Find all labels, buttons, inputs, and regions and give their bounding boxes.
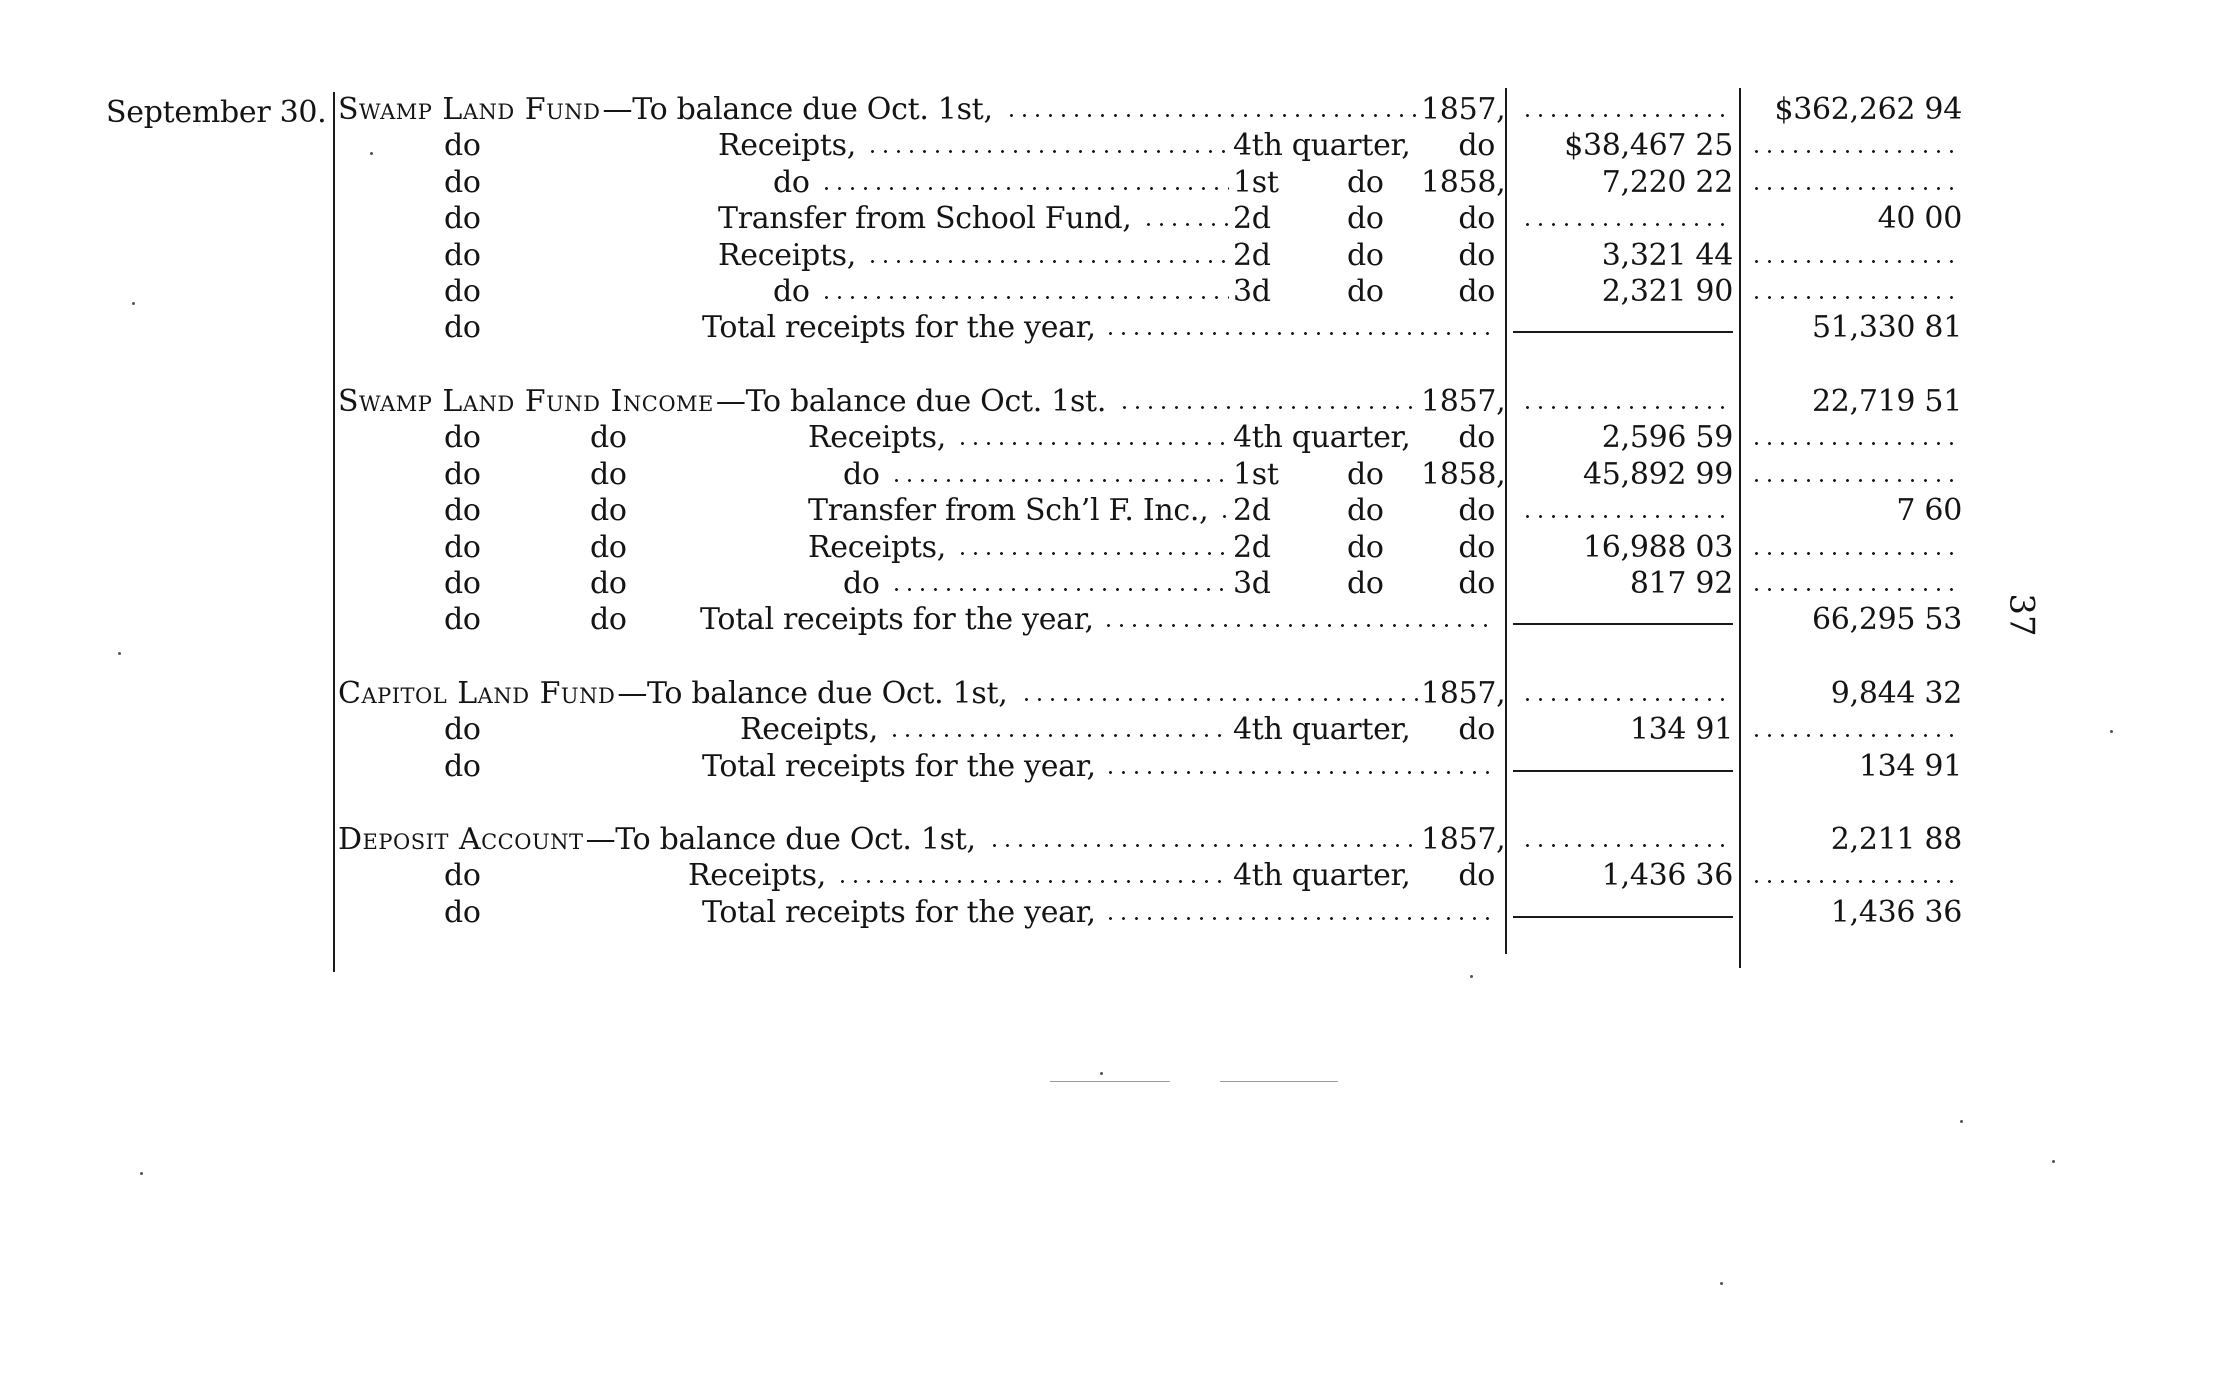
leader-dots <box>1521 844 1729 847</box>
total-rule <box>1513 331 1733 333</box>
row-year: do <box>1458 712 1495 748</box>
ditto-cell: do <box>444 420 481 456</box>
amount-col2: 66,295 53 <box>1812 602 1962 638</box>
leader-dots <box>1102 624 1495 627</box>
row-description: —To balance due Oct. 1st, <box>602 92 993 127</box>
row-period: 4th quarter, <box>1233 712 1411 748</box>
account-heading: Swamp Land Fund <box>338 92 601 127</box>
row-description: Receipts, <box>808 420 946 456</box>
paper-speck <box>1720 1282 1723 1285</box>
leader-dots <box>866 260 1229 263</box>
leader-dots <box>1118 406 1419 409</box>
row-year: do <box>1458 128 1495 164</box>
row-ditto: do <box>1347 274 1384 309</box>
leader-dots <box>988 844 1419 847</box>
page-number: 37 <box>2001 593 2042 637</box>
ditto-cell: do <box>444 201 481 237</box>
row-description: do <box>773 164 810 200</box>
amount-col1: 2,596 59 <box>1601 420 1733 456</box>
ditto-cell: do <box>444 493 481 529</box>
total-rule <box>1513 770 1733 772</box>
leader-dots <box>1104 771 1495 774</box>
row-description: Total receipts for the year, <box>700 602 1094 638</box>
leader-dots <box>1750 552 1962 555</box>
row-period: 4th quarter, <box>1233 128 1411 164</box>
row-description: Receipts, <box>740 712 878 748</box>
row-year: do <box>1458 858 1495 894</box>
ditto-cell: do <box>444 894 481 930</box>
row-ditto: do <box>1347 493 1384 529</box>
amount-col1: 16,988 03 <box>1583 529 1733 565</box>
row-ditto: do <box>1347 566 1384 601</box>
leader-dots <box>1750 260 1962 263</box>
amount-col1: 7,220 22 <box>1601 164 1733 200</box>
leader-dots <box>956 552 1229 555</box>
row-year: do <box>1458 420 1495 456</box>
left-column-rule <box>333 92 335 972</box>
ditto-cell: do <box>444 748 481 784</box>
paper-speck <box>1100 1072 1103 1075</box>
row-year: 1858, <box>1421 164 1506 200</box>
amount-col2: 134 91 <box>1858 748 1962 784</box>
amount-col1: 817 92 <box>1629 566 1733 601</box>
ditto-cell: do <box>444 566 481 601</box>
row-description: do <box>843 456 880 492</box>
leader-dots <box>1750 588 1962 591</box>
row-ditto: do <box>1347 529 1384 565</box>
row-year: do <box>1458 237 1495 273</box>
row-period: 4th quarter, <box>1233 420 1411 456</box>
ditto-cell: do <box>590 566 627 601</box>
ditto-cell: do <box>444 712 481 748</box>
ditto-cell: do <box>590 529 627 565</box>
row-description: Receipts, <box>718 237 856 273</box>
row-description: —To balance due Oct. 1st, <box>617 676 1008 711</box>
leader-dots <box>1750 880 1962 883</box>
leader-dots <box>890 588 1229 591</box>
faint-mark <box>1050 1081 1170 1082</box>
leader-dots <box>1750 187 1962 190</box>
row-year: do <box>1458 274 1495 309</box>
ditto-cell: do <box>444 128 481 164</box>
row-period: 2d <box>1233 201 1271 237</box>
leader-dots <box>1750 442 1962 445</box>
row-description: Transfer from School Fund, <box>718 201 1132 237</box>
ditto-cell: do <box>444 237 481 273</box>
faint-mark <box>1220 1081 1338 1082</box>
paper-speck <box>2052 1160 2055 1163</box>
row-description: Receipts, <box>718 128 856 164</box>
leader-dots <box>1142 223 1229 226</box>
leader-dots <box>836 880 1229 883</box>
paper-speck <box>1960 1120 1963 1123</box>
row-year: 1857, <box>1421 822 1506 857</box>
amount-column-rule-2 <box>1739 88 1741 968</box>
leader-dots <box>1104 917 1495 920</box>
amount-col2: 7 60 <box>1896 493 1962 529</box>
total-rule <box>1513 623 1733 625</box>
row-year: do <box>1458 201 1495 237</box>
leader-dots <box>866 150 1229 153</box>
account-heading: Capitol Land Fund <box>338 676 616 711</box>
amount-col2: 9,844 32 <box>1830 676 1962 711</box>
paper-speck <box>2110 730 2113 733</box>
leader-dots <box>1521 698 1729 701</box>
ditto-cell: do <box>590 602 627 638</box>
amount-col1: 3,321 44 <box>1601 237 1733 273</box>
amount-col1: 134 91 <box>1629 712 1733 748</box>
row-period: 2d <box>1233 529 1271 565</box>
amount-col1: 45,892 99 <box>1583 456 1733 492</box>
amount-col1: 1,436 36 <box>1601 858 1733 894</box>
paper-speck <box>132 302 135 305</box>
leader-dots <box>1750 734 1962 737</box>
row-description: Transfer from Sch’l F. Inc., <box>808 493 1209 529</box>
account-heading: Swamp Land Fund Income <box>338 384 714 419</box>
row-description: —To balance due Oct. 1st. <box>715 384 1107 419</box>
row-year: do <box>1458 493 1495 529</box>
row-description: —To balance due Oct. 1st, <box>585 822 976 857</box>
amount-col2: 1,436 36 <box>1830 894 1962 930</box>
ditto-cell: do <box>444 456 481 492</box>
row-period: 3d <box>1233 566 1271 601</box>
amount-col2: $362,262 94 <box>1774 92 1962 127</box>
row-period: 2d <box>1233 493 1271 529</box>
row-period: 3d <box>1233 274 1271 309</box>
row-period: 2d <box>1233 237 1271 273</box>
leader-dots <box>888 734 1229 737</box>
leader-dots <box>1521 114 1729 117</box>
row-description: Total receipts for the year, <box>702 748 1096 784</box>
paper-speck <box>370 152 373 155</box>
leader-dots <box>820 187 1229 190</box>
row-ditto: do <box>1347 456 1384 492</box>
leader-dots <box>1005 114 1419 117</box>
ditto-cell: do <box>444 164 481 200</box>
account-heading: Deposit Account <box>338 822 584 857</box>
row-description: Receipts, <box>688 858 826 894</box>
leader-dots <box>1750 150 1962 153</box>
row-description: Total receipts for the year, <box>702 894 1096 930</box>
ditto-cell: do <box>590 420 627 456</box>
row-description: do <box>773 274 810 309</box>
amount-col1: $38,467 25 <box>1564 128 1733 164</box>
row-year: 1857, <box>1421 676 1506 711</box>
amount-col1: 2,321 90 <box>1601 274 1733 309</box>
paper-speck <box>1470 975 1473 978</box>
row-period: 1st <box>1233 456 1279 492</box>
row-description: do <box>843 566 880 601</box>
ditto-cell: do <box>590 493 627 529</box>
leader-dots <box>1521 406 1729 409</box>
row-period: 1st <box>1233 164 1279 200</box>
leader-dots <box>956 442 1229 445</box>
ditto-cell: do <box>444 602 481 638</box>
amount-col2: 22,719 51 <box>1812 384 1962 419</box>
date-label: September 30. <box>106 95 327 130</box>
row-year: 1857, <box>1421 92 1506 127</box>
row-period: 4th quarter, <box>1233 858 1411 894</box>
paper-speck <box>118 652 121 655</box>
amount-col2: 40 00 <box>1877 201 1962 237</box>
amount-column-rule-1 <box>1505 88 1507 954</box>
leader-dots <box>1218 515 1229 518</box>
row-year: 1858, <box>1421 456 1506 492</box>
row-ditto: do <box>1347 201 1384 237</box>
leader-dots <box>1104 332 1495 335</box>
row-description: Total receipts for the year, <box>702 310 1096 346</box>
leader-dots <box>890 479 1229 482</box>
row-ditto: do <box>1347 164 1384 200</box>
leader-dots <box>1750 296 1962 299</box>
total-rule <box>1513 916 1733 918</box>
paper-speck <box>140 1172 143 1175</box>
row-year: do <box>1458 529 1495 565</box>
leader-dots <box>1020 698 1420 701</box>
row-description: Receipts, <box>808 529 946 565</box>
row-ditto: do <box>1347 237 1384 273</box>
row-year: do <box>1458 566 1495 601</box>
amount-col2: 51,330 81 <box>1812 310 1962 346</box>
row-year: 1857, <box>1421 384 1506 419</box>
ditto-cell: do <box>444 529 481 565</box>
leader-dots <box>1750 479 1962 482</box>
ditto-cell: do <box>444 274 481 309</box>
leader-dots <box>1521 515 1729 518</box>
leader-dots <box>820 296 1229 299</box>
ditto-cell: do <box>590 456 627 492</box>
amount-col2: 2,211 88 <box>1830 822 1962 857</box>
ditto-cell: do <box>444 858 481 894</box>
ditto-cell: do <box>444 310 481 346</box>
leader-dots <box>1521 223 1729 226</box>
